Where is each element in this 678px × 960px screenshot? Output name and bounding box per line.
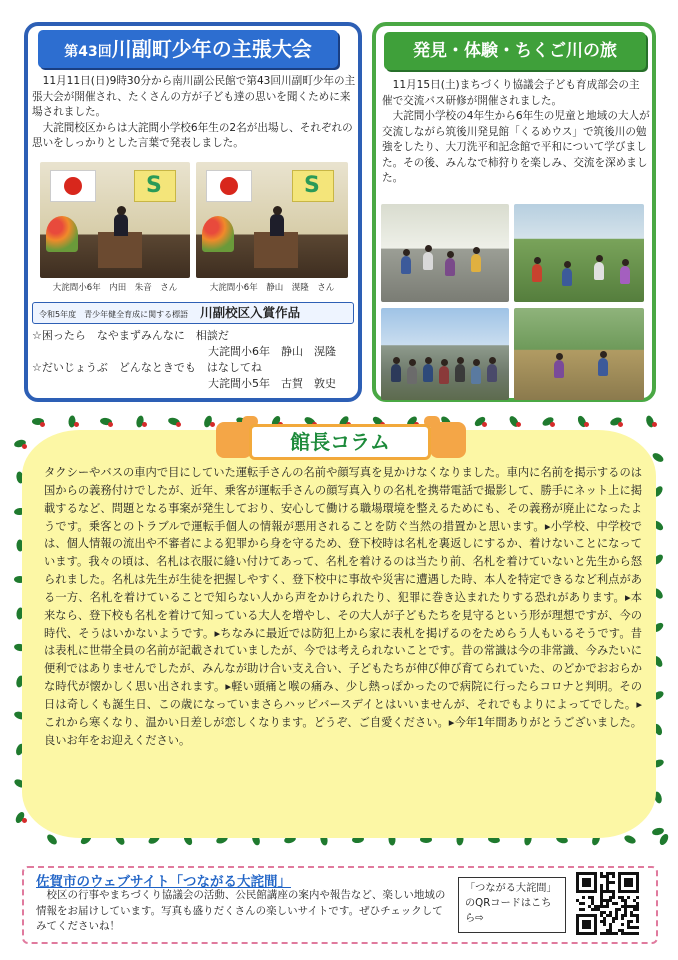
holly-berry-icon [142,422,147,427]
child [401,256,411,274]
speech-photo-1 [40,162,190,278]
qr-module [636,920,639,923]
qr-module [636,926,639,929]
slogan-line: ☆困ったら なやまずみんなに 相談だ [32,329,229,342]
slogan-header [32,302,354,324]
slogan-author: 大詫間小6年 静山 滉隆 [208,345,336,358]
speaker [114,214,128,236]
flower-arrangement [46,216,78,252]
trip-photo-picnic [514,204,644,302]
slogan-header-big: 川副校区入賞作品 [200,305,301,320]
flower-arrangement [202,216,234,252]
right-article-body [382,78,650,187]
trip-photo-persimmon [514,308,644,400]
holly-leaf-icon [45,833,58,847]
child [620,266,630,284]
child [445,258,455,276]
qr-module [582,896,585,899]
column-body: タクシーやバスの車内で目にしていた運転手さんの名前や顔写真を見かけなくなりました。車内に名前を掲示するのは国からの義務付けでしたが、近年、乗客が運転手さんの顔写真入りの名札を携帯電話で撮影して、勝手にネット上に掲載するなど、問題となる事案が発生しており、安心して働ける職場環境を整えるためにも、その義務が廃止になったようです。乗客とのトラブルで運転手個人の情報が悪用されることを防ぐ当然の措置かと思います。▸小学校、中学校では、個人情報の流出や不審者による犯罪から身を守るため、登下校時は名札を裏返しにするか、着けないことになっています。我々の頃は、名札は衣服に縫い付けてあって、名札を着けるのは当たり前、名札を着けていないと先生から怒られました。名札は先生が生徒を把握しやすく、登下校中に事故や災害に遭遇した時、本人を特定できるなど利点がある一方、名札を着けていることで知らない人から声をかけられたり、犯罪に巻き込まれたりする恐れがあります。▸本来なら、登下校も名札を着けて知っている大人を増やし、その大人が子どもたちを見守るという形が理想ですが、今の時代、そうはいかないようです。▸ちなみに最近では防犯上から家に表札を掲げるのをためらう人もいるそうです。昔は表札に世帯全員の名前が記載されていましたが、今では考えられないことです。昔の常識は今の非常識、今みたいに便利ではありませんでしたが、みんなが助け合い支え合い、子どもたちが伸び伸び育てられていた、のどかでおおらかな時代が懐かしく思い出されます。▸軽い頭痛と喉の痛み、少し熱っぽかったので病院に行ったらコロナと判明。その日は奇しくも誕生日、この歳になっていまさらハッピバースデイとはいいませんが、それでもよりによってでした。▸これから寒くなり、温かい日差しが恋しくなります。どうぞ、ご自愛ください。▸今年1年間ありがとうございました。良いお年をお迎えください。 [44,466,642,747]
title-number: 第43回 [64,44,112,60]
slogan-author: 大詫間小5年 古賀 敦史 [208,377,336,390]
slogan-header-small: 令和5年度 青少年健全育成に関する標語 [39,310,189,319]
paragraph: 大詫間小学校の4年生から6年生の児童と地域の大人が交流しながら筑後川発見館「くるめウス」で筑後川の勉強をしたり、大刀洗平和記念館で平和について学びました。その後、みんなで柿狩りを楽しみ、交流を深めました。 [382,110,650,184]
child [455,364,465,382]
holly-berry-icon [74,422,79,427]
qr-module [606,905,609,908]
town-logo-icon [134,170,176,202]
left-article-body [32,74,356,152]
qr-module [615,902,618,905]
qr-module [624,878,633,887]
child [554,360,564,378]
child [391,364,401,382]
column-title: 館長コラム [249,424,431,460]
website-title[interactable]: 佐賀市のウェブサイト「つながる大詫間」 [36,874,292,890]
title-text: 川副町少年の主張大会 [111,37,312,61]
qr-module [636,896,639,899]
thumbs-up-icon [430,422,466,458]
photo-caption: 大詫間小6年 内田 朱音 さん [52,283,178,293]
slogan-line: ☆だいじょうぶ どんなときでも はなしてね [32,361,262,374]
town-logo-icon [292,170,334,202]
qr-module [618,908,621,911]
trip-photo-group [381,308,509,400]
holly-berry-icon [618,422,623,427]
holly-berry-icon [210,422,215,427]
qr-code-icon[interactable] [576,872,640,936]
qr-module [630,920,633,923]
thumbs-up-icon [216,422,252,458]
holly-berry-icon [516,422,521,427]
qr-module [612,881,615,884]
speech-photo-2 [196,162,348,278]
holly-berry-icon [482,422,487,427]
qr-module [621,917,624,920]
qr-module [603,923,606,926]
child [471,366,481,384]
qr-module [636,908,639,911]
holly-berry-icon [550,422,555,427]
podium [98,232,142,268]
japan-flag-icon [50,170,96,202]
qr-module [627,896,630,899]
qr-label: 「つながる大詫間」のQRコードはこちら⇨ [458,877,566,933]
holly-berry-icon [176,422,181,427]
qr-module [621,923,624,926]
qr-module [636,932,639,935]
child [594,262,604,280]
paragraph: 大詫間校区からは大詫間小学校6年生の2名が出場し、それぞれの思いをしっかりとした言葉で発表しました。 [32,121,353,149]
child [423,252,433,270]
holly-berry-icon [40,422,45,427]
holly-berry-icon [22,818,27,823]
qr-module [582,920,591,929]
trip-photo-museum [381,204,509,302]
child [562,268,572,286]
qr-module [612,896,615,899]
qr-module [612,875,615,878]
speaker [270,214,284,236]
child [532,264,542,282]
qr-module [582,878,591,887]
child [439,366,449,384]
child [407,366,417,384]
qr-module [582,902,585,905]
holly-berry-icon [22,444,27,449]
japan-flag-icon [206,170,252,202]
paragraph: 11月11日(日)9時30分から南川副公民館で第43回川副町少年の主張大会が開催され、たくさんの方が子ども達の思いを聞くために来場されました。 [32,75,356,118]
left-article-title [38,30,338,68]
qr-module [624,914,627,917]
qr-module [615,932,618,935]
qr-module [582,908,585,911]
photo-caption: 大詫間小6年 静山 滉隆 さん [209,283,335,293]
website-description: 校区の行事やまちづくり協議会の活動、公民館講座の案内や報告など、楽しい地域の情報をお届けしています。写真も盛りだくさんの楽しいサイトです。ぜひチェックしてみてくださいね！ [36,889,446,932]
right-article-title: 発見・体験・ちくご川の旅 [384,32,646,70]
paragraph: 11月15日(土)まちづくり協議会子ども育成部会の主催で交流バス研修が開催されました。 [382,79,640,107]
qr-module [612,920,615,923]
holly-berry-icon [652,422,657,427]
holly-berry-icon [584,422,589,427]
child [598,358,608,376]
podium [254,232,298,268]
holly-leaf-icon [623,834,637,845]
slogan-works [32,328,354,392]
qr-module [615,917,618,920]
child [423,364,433,382]
child [487,364,497,382]
holly-berry-icon [108,422,113,427]
child [471,254,481,272]
